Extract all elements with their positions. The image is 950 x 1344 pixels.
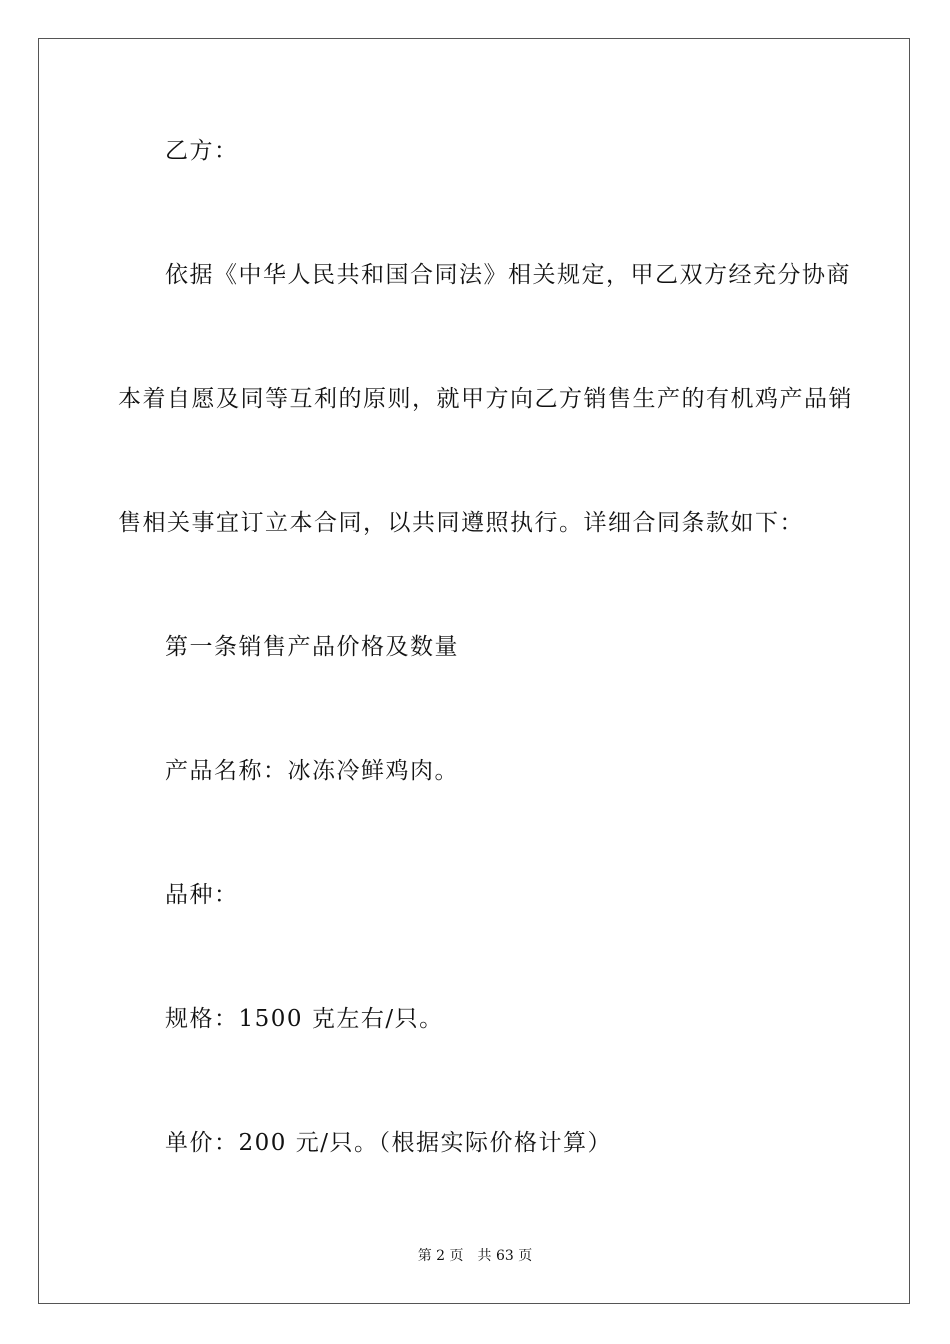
paragraph-line: 依据《中华人民共和国合同法》相关规定，甲乙双方经充分协商: [165, 262, 851, 288]
page-total: 共 63 页: [477, 1248, 533, 1264]
page-number: 第 2 页: [417, 1248, 464, 1264]
paragraph-line: 本着自愿及同等互利的原则，就甲方向乙方销售生产的有机鸡产品销: [118, 386, 853, 412]
party-b-label: 乙方：: [165, 138, 239, 164]
variety-line: 品种：: [165, 882, 239, 908]
page-border: [38, 38, 910, 1304]
section-heading: 第一条销售产品价格及数量: [165, 634, 459, 660]
unit-price-line: 单价：200 元/只。（根据实际价格计算）: [165, 1130, 612, 1156]
page-footer: [0, 1246, 950, 1266]
paragraph-line: 售相关事宜订立本合同，以共同遵照执行。详细合同条款如下：: [118, 510, 804, 536]
product-name-line: 产品名称：冰冻冷鲜鸡肉。: [165, 758, 459, 784]
specification-line: 规格：1500 克左右/只。: [165, 1006, 444, 1032]
